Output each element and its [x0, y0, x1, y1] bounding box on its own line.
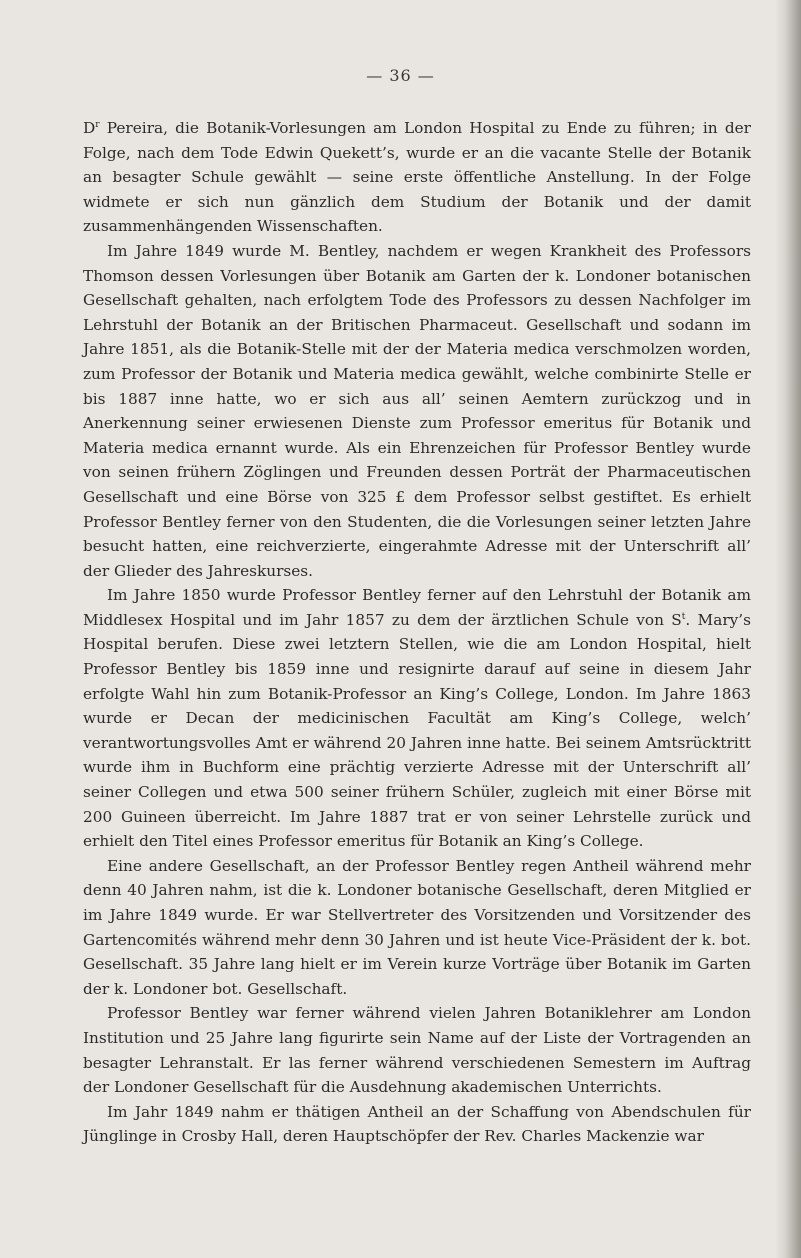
paragraph-4-text: Eine andere Gesellschaft, an der Professor Bentley regen Antheil während mehr denn 40 Jahren nahm, ist die k. Londoner botanische Gesellschaft, deren Mitglied er im Jahre 1849 wurde. Er war Stellvertreter des Vorsitzenden und Vorsitzender des Gartencomités während mehr denn 30 Jahren und ist heute Vice-Präsident der k. bot. Gesellschaft. 35 Jahre lang hielt er im Verein kurze Vorträge über Botanik im Garten der k. Londoner bot. Gesellschaft.: [83, 856, 751, 998]
paragraph-5: [83, 1001, 751, 1099]
paragraph-2-text: Im Jahre 1849 wurde M. Bentley, nachdem er wegen Krankheit des Professors Thomson dessen Vorlesungen über Botanik am Garten der k. Londoner botanischen Gesellschaft gehalten, nach erfolgtem Tode des Professors zu dessen Nachfolger im Lehrstuhl der Botanik an der Britischen Pharmaceut. Gesellschaft und sodann im Jahre 1851, als die Botanik-Stelle mit der der Materia medica verschmolzen worden, zum Professor der Botanik und Materia medica gewählt, welche combinirte Stelle er bis 1887 inne hatte, wo er sich aus all’ seinen Aemtern zurückzog und in Anerkennung seiner erwiesenen Dienste zum Professor emeritus für Botanik und Materia medica ernannt wurde. Als ein Ehrenzeichen für Professor Bentley wurde von seinen frühern Zöglingen und Freunden dessen Porträt der Pharmaceutischen Gesellschaft und eine Börse von 325 £ dem Professor selbst gestiftet. Es erhielt Professor Bentley ferner von den Studenten, die die Vorlesungen seiner letzten Jahre besucht hatten, eine reichverzierte, eingerahmte Adresse mit der Unterschrift all’ der Glieder des Jahreskurses.: [83, 241, 751, 580]
title-superscript: r: [95, 120, 100, 130]
paragraph-3-text-b: . Mary’s Hospital berufen. Diese zwei letztern Stellen, wie die am London Hospital, hielt Professor Bentley bis 1859 inne und resignirte darauf auf seine in diesem Jahr erfolgte Wahl hin zum Botanik-Professor an King’s College, London. Im Jahre 1863 wurde er Decan der medicinischen Facultät am King’s College, welch’ verantwortungsvolles Amt er während 20 Jahren inne hatte. Bei seinem Amtsrücktritt wurde ihm in Buchform eine prächtig verzierte Adresse mit der Unterschrift all’ seiner Collegen und etwa 500 seiner frühern Schüler, zugleich mit einer Börse mit 200 Guineen überreicht. Im Jahre 1887 trat er von seiner Lehrstelle zurück und erhielt den Titel eines Professor emeritus für Botanik an King’s College.: [83, 610, 751, 851]
saint-superscript: t: [681, 611, 686, 622]
body-text: [83, 116, 751, 1149]
paragraph-2: [83, 239, 751, 583]
paragraph-3-text-a: Im Jahre 1850 wurde Professor Bentley ferner auf den Lehrstuhl der Botanik am Middlesex Hospital und im Jahr 1857 zu dem der ärztlichen Schule von S: [83, 586, 751, 629]
page-number: — 36 —: [366, 66, 435, 85]
paragraph-5-text: Professor Bentley war ferner während vielen Jahren Botaniklehrer am London Institution und 25 Jahre lang figurirte sein Name auf der Liste der Vortragenden an besagter Lehranstalt. Er las ferner während verschiedenen Semestern im Auftrag der Londoner Gesellschaft für die Ausdehnung akademischen Unterrichts.: [83, 1004, 751, 1097]
page-edge-shadow: [775, 0, 801, 1258]
paragraph-4: [83, 854, 751, 1002]
title-abbreviation: D: [83, 119, 96, 137]
paragraph-6: [83, 1100, 751, 1149]
paragraph-1: [83, 116, 751, 239]
paragraph-1-text: Pereira, die Botanik-Vorlesungen am London Hospital zu Ende zu führen; in der Folge, nach dem Tode Edwin Quekett’s, wurde er an die vacante Stelle der Botanik an besagter Schule gewählt — seine erste öffentliche Anstellung. In der Folge widmete er sich nun gänzlich dem Studium der Botanik und der damit zusammenhängenden Wissenschaften.: [83, 119, 751, 236]
paragraph-6-text: Im Jahr 1849 nahm er thätigen Antheil an der Schaffung von Abendschulen für Jünglinge in Crosby Hall, deren Hauptschöpfer der Rev. Charles Mackenzie war: [83, 1102, 751, 1146]
paragraph-3: [83, 583, 751, 854]
